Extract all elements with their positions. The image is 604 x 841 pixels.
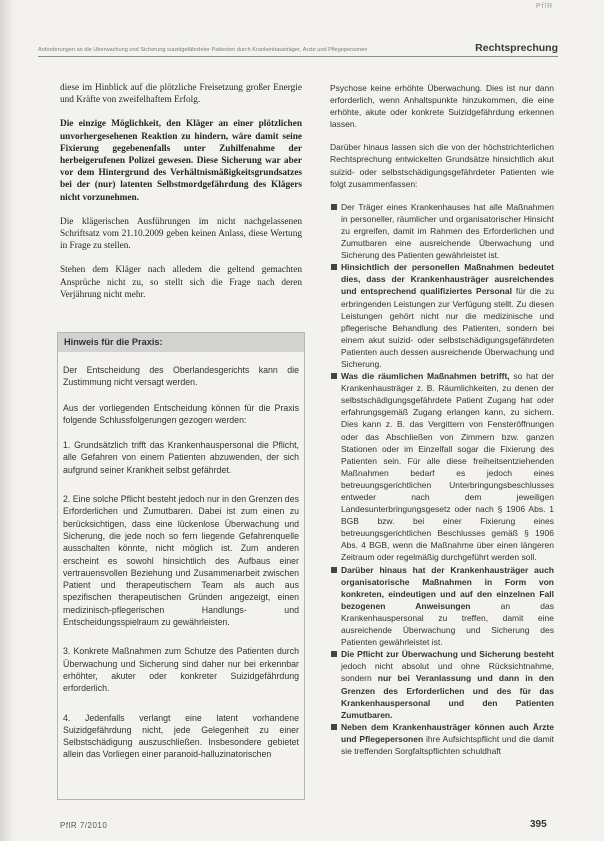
bullet-item	[330, 370, 554, 564]
bullet-item	[330, 201, 554, 261]
bold-text-segment: Die einzige Möglichkeit, den Kläger an einer plötzlichen unvorhergesehenen Reaktion zu hindern, wäre damit seine Fixierung gegebenenfalls unter Zuhilfenahme der herbeigerufenen Polizei gewesen. Diese Sicherung war aber vor dem Hintergrund des Verhältnismäßigkeitsgrundsatzes bei der (nur) latenten Selbstmordgefährdung des Klägers nicht vorzunehmen.	[60, 119, 302, 203]
bullet-square-icon	[331, 567, 337, 573]
body-paragraph	[60, 216, 302, 253]
scan-shadow-edge	[0, 0, 14, 841]
practice-note-item: 4. Jedenfalls verlangt eine latent vorhandene Suizidgefährdung nicht, jede Gelegenheit zu einer Selbstschädigung auszuschließen. Insbesondere gebietet allein das Vorliegen einer paranoid-halluzinatorischen	[63, 712, 299, 760]
right-column	[330, 82, 554, 812]
text-segment: Stehen dem Kläger nach alledem die geltend gemachten Ansprüche nicht zu, so stellt sich die Frage nach deren Verjährung nicht mehr.	[60, 265, 302, 300]
practice-note-item: 2. Eine solche Pflicht besteht jedoch nur in den Grenzen des Erforderlichen und Zumutbaren. Dabei ist zum einen zu berücksichtigen, dass eine lückenlose Überwachung und Sicherung, die jede noch so fern liegende Gefahrenquelle ausschalten könnte, nicht möglich ist. Zum anderen erscheint es sowohl hinsichtlich des Aufbaus einer vertrauensvollen Beziehung und Zusammenarbeit zwischen Patient und therapeutischem Team als auch aus spezifischen therapeutischen Gründen angezeigt, einen medizinisch-pflegerischen Handlungs- und Entscheidungsspielraum zu gewährleisten.	[63, 494, 299, 628]
body-paragraph	[60, 264, 302, 301]
running-head	[38, 40, 558, 57]
left-column	[60, 82, 302, 313]
bullet-item	[330, 648, 554, 721]
bold-text-segment: Neben dem Krankenhausträger können auch Ärzte und Pflegepersonen	[341, 721, 554, 744]
practice-note-body	[58, 352, 304, 761]
bullet-item	[330, 564, 554, 649]
bullet-text	[341, 202, 554, 260]
body-paragraph: Psychose keine erhöhte Überwachung. Dies ist nur dann erforderlich, wenn Anhaltspunkte hinzukommen, die eine erhöhte, akute oder konkrete Suizidgefährdung erkennen lassen.	[330, 83, 554, 130]
bullet-item	[330, 261, 554, 370]
practice-note-item: 1. Grundsätzlich trifft das Krankenhauspersonal die Pflicht, alle Gefahren von einem Patienten abzuwenden, der sich aufgrund seiner Krankheit selbst gefährdet.	[63, 440, 299, 475]
bold-text-segment: nur bei Veranlassung und dann in den Grenzen des Erforderlichen und des für das Krankenhauspersonal und den Patienten Zumutbaren.	[341, 673, 554, 720]
text-segment: ihre Aufsichtspflicht und die damit sie treffenden Sorgfaltspflichten schuldhaft	[341, 733, 554, 756]
text-segment: Der Träger eines Krankenhauses hat alle Maßnahmen in personeller, räumlicher und organisatorischer Hinsicht zu ergreifen, damit im Rahmen des Erforderlichen und Zumutbaren eine ausreichende Überwachung und Sicherung des Patienten gewährleistet ist.	[341, 201, 554, 261]
practice-note-lead: Aus der vorliegenden Entscheidung können für die Praxis folgende Schlussfolgerungen gezogen werden:	[63, 402, 299, 425]
bullet-text	[341, 649, 554, 719]
practice-note-title: Hinweis für die Praxis:	[58, 333, 304, 352]
bullet-square-icon	[331, 373, 337, 379]
bold-text-segment: Darüber hinaus hat der Krankenhausträger auch organisatorische Maßnahmen in Form von konkreten, eindeutigen und auf den einzelnen Fall bezogenen Anweisungen	[341, 564, 554, 611]
bullet-square-icon	[331, 651, 337, 657]
journal-tag: PflR	[536, 3, 554, 10]
bullet-square-icon	[331, 264, 337, 270]
text-segment: für die zu erbringenden Leistungen zur Verfügung stellt. Zu diesen Leistungen gehört nicht nur die medizinische und pflegerische Behandlung des Patienten, sondern bei einem akut suizid- oder selbstschädigungsgefährdeten Patienten auch dessen ausreichende Überwachung und Sicherung.	[341, 286, 554, 369]
bold-text-segment: Hinsichtlich der personellen Maßnahmen bedeutet dies, dass der Krankenhausträger ausreichendes und entsprechend qualifiziertes Personal	[341, 262, 554, 297]
body-paragraph	[60, 82, 302, 106]
body-paragraph-bold	[60, 118, 302, 203]
practice-note-box	[57, 332, 305, 800]
practice-note-item: 3. Konkrete Maßnahmen zum Schutze des Patienten durch Überwachung und Sicherung sind daher nur bei erkennbar erhöhter, akuter oder konkreter Suizidgefährdung erforderlich.	[63, 646, 299, 694]
text-segment: jedoch nicht absolut und ohne Rücksichtnahme, sondern	[341, 661, 554, 684]
section-title: Rechtsprechung	[475, 42, 558, 54]
text-segment: so hat der Krankenhausträger z. B. Räumlichkeiten, zu denen der selbstschädigungsgefährdete Patient Zugang hat oder erfahrungsgemäß Zugang erlangen kann, zu sichern. Dies kann z. B. das Vergittern von Fensteröffnungen oder das Abschließen von Zimmern bzw. ganzen Stationen oder im Einzelfall sogar die Fixierung des Patienten sein. Für alle diese freiheitsentziehenden Maßnahmen bedarf es jedoch eines betreuungsgerichtlichen Unterbringungsbeschlusses entweder nach dem jeweiligen Landesunterbringungsgesetz oder nach § 1906 Abs. 1 BGB bzw. bei einer Fixierung eines betreuungsgerichtlichen Beschlusses gemäß § 1906 Abs. 4 BGB, wenn die Maßnahme über einen längeren Zeitraum oder regelmäßig durchgeführt werden soll.	[341, 371, 554, 563]
practice-note-intro: Der Entscheidung des Oberlandesgerichts kann die Zustimmung nicht versagt werden.	[63, 365, 299, 388]
bullet-square-icon	[331, 724, 337, 730]
body-paragraph: Darüber hinaus lassen sich die von der höchstrichterlichen Rechtsprechung entwickelten Grundsätze hinsichtlich akut suizid- oder selbstschädigungsgefährdeter Patienten wie folgt zusammenfassen:	[330, 142, 554, 189]
text-segment: diese im Hinblick auf die plötzliche Freisetzung großer Energie und Kräfte von zweifelhaftem Erfolg.	[60, 83, 302, 106]
bullet-text	[341, 565, 554, 648]
bullet-text	[341, 262, 554, 369]
running-head-topic: Anforderungen an die Überwachung und Sicherung suizidgefährdeter Patienten durch Krankenhausträger, Ärzte und Pflegepersonen	[38, 47, 368, 53]
bullet-item	[330, 721, 554, 757]
text-segment: Die klägerischen Ausführungen im nicht nachgelassenen Schriftsatz vom 21.10.2009 geben keinen Anlass, diese Wertung in Frage zu stellen.	[60, 216, 302, 252]
bold-text-segment: Die Pflicht zur Überwachung und Sicherung besteht	[341, 649, 554, 660]
text-segment: an das Krankenhauspersonal zu treffen, damit eine ausreichende Überwachung und Sicherung des Patienten gewährleistet ist.	[341, 600, 554, 648]
bullet-text	[341, 371, 554, 562]
bold-text-segment: Was die räumlichen Maßnahmen betrifft,	[341, 371, 510, 382]
page-number: 395	[530, 819, 547, 830]
bullet-square-icon	[331, 204, 337, 210]
bullet-text	[341, 722, 554, 756]
footer-issue: PflR 7/2010	[60, 821, 108, 830]
